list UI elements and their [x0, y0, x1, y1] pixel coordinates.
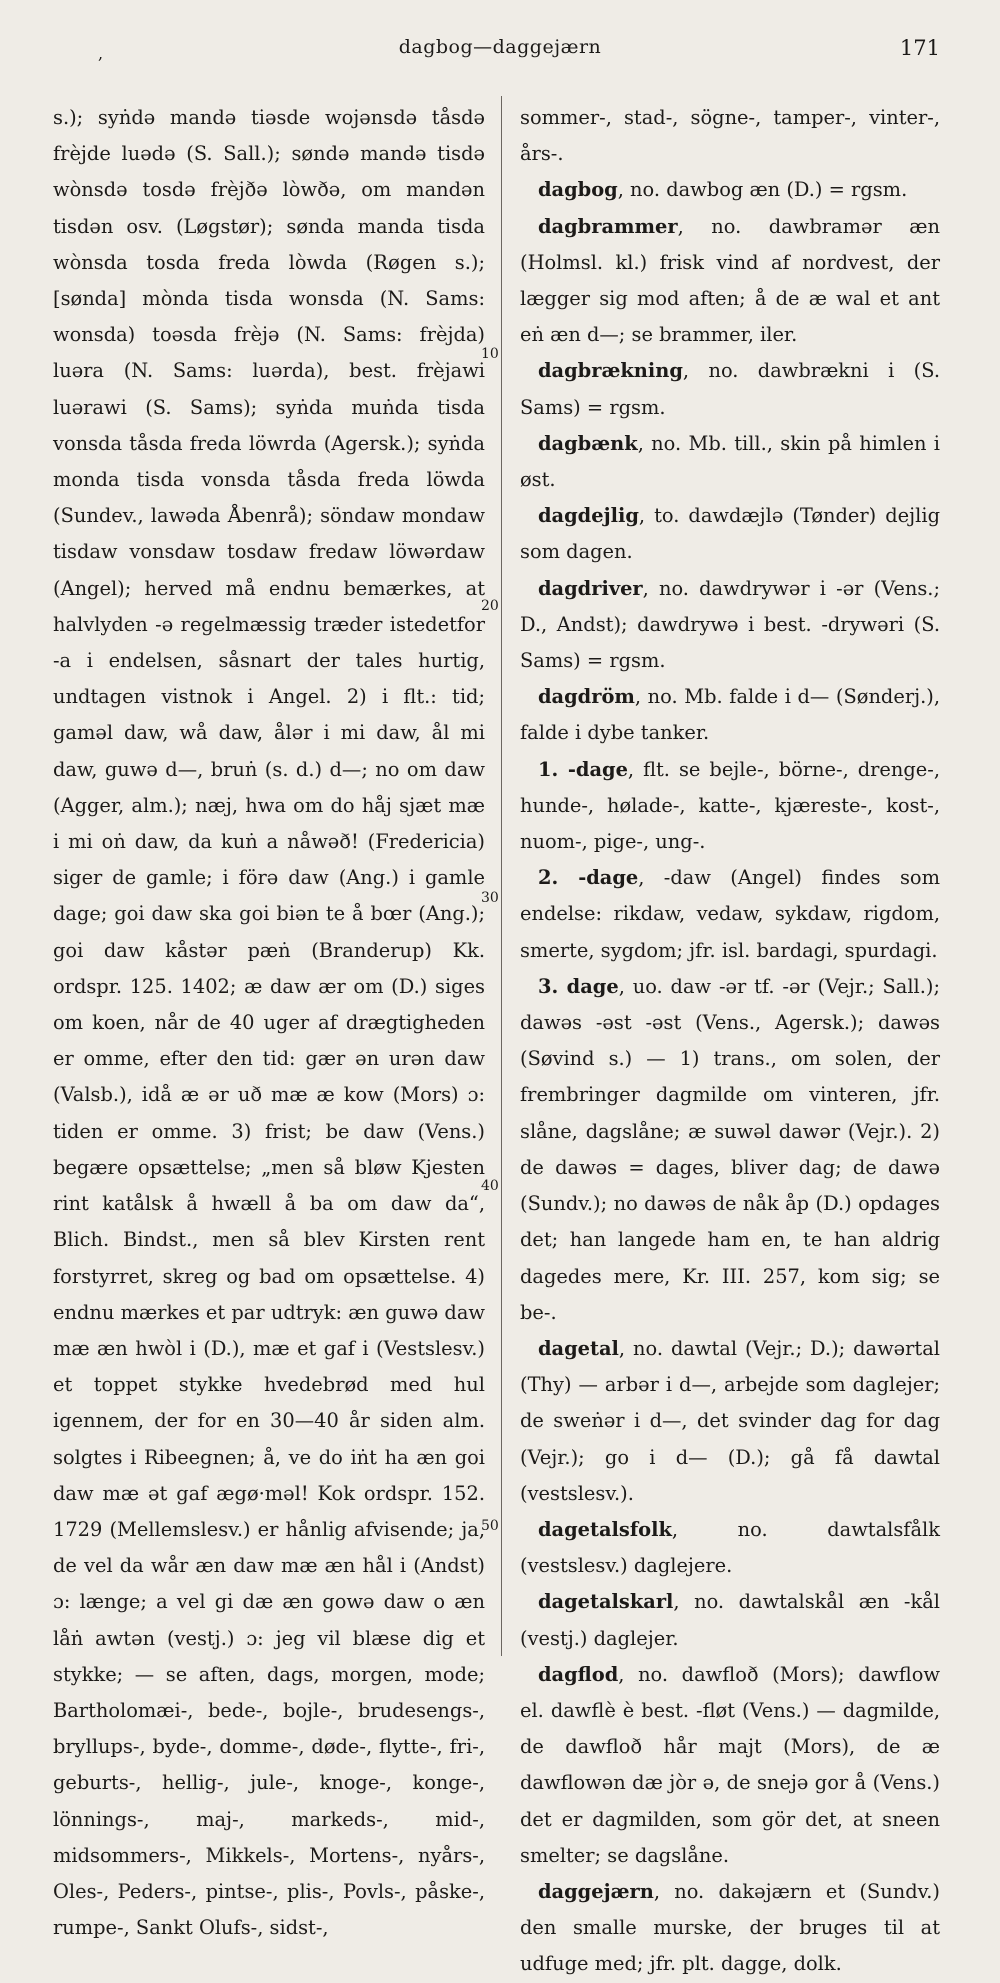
entry-headword: dagetal	[538, 1336, 619, 1360]
page-header	[0, 36, 1000, 76]
entry-body: , no. dawbog æn (D.) = rgsm.	[617, 178, 908, 202]
entry-body: , no. dakəjærn et (Sundv.) den smalle murske, der bruges til at udfuge med; jfr. plt. dagge, dolk.	[520, 1879, 940, 1976]
running-title: dagbog—daggejærn	[398, 36, 602, 58]
entry-body: , no. Mb. till., skin på himlen i øst.	[520, 431, 940, 492]
entry-body: , -daw (Angel) findes som endelse: rikdaw, vedaw, sykdaw, rigdom, smerte, sygdom; jfr. isl. bardagi, spurdagi.	[520, 866, 940, 962]
dictionary-entry	[520, 172, 940, 208]
entry-headword: 1. -dage	[538, 757, 628, 781]
entry-body: , no. dawdrywər i -ər (Vens.; D., Andst); dawdrywə i best. -drywəri (S. Sams) = rgsm.	[520, 576, 940, 673]
dictionary-entry	[520, 426, 940, 498]
entry-headword: 2. -dage	[538, 866, 639, 890]
dictionary-entry	[520, 679, 940, 751]
entry-headword: dagdriver	[538, 576, 643, 600]
entry-headword: dagbrækning	[538, 359, 683, 383]
entry-headword: dagbrammer	[538, 214, 678, 238]
line-number-40: 40	[481, 1178, 499, 1194]
dictionary-entry	[520, 1874, 940, 1983]
line-number-50: 50	[481, 1518, 499, 1534]
dictionary-entry	[520, 100, 940, 172]
dictionary-entry	[520, 860, 940, 969]
entry-body: , no. dawtalskål æn -kål (vestj.) daglejer.	[520, 1590, 940, 1650]
entry-body: , no. dawtalsfålk (vestslesv.) daglejere.	[520, 1517, 940, 1578]
right-column	[520, 100, 940, 1983]
entry-body: , no. dawbrækni i (S. Sams) = rgsm.	[520, 359, 940, 419]
entry-headword: daggejærn	[538, 1879, 654, 1903]
entry-body: , no. dawtal (Vejr.; D.); dawərtal (Thy) — arbər i d—, arbejde som daglejer; de sweṅər i d—, det svinder dag for dag (Vejr.); go i d— (D.); gå få dawtal (vestslesv.).	[520, 1336, 940, 1505]
dictionary-entry	[520, 1584, 940, 1656]
dictionary-entry	[520, 752, 940, 861]
dictionary-entry	[520, 209, 940, 354]
entry-headword: dagflod	[538, 1662, 619, 1686]
dictionary-entry	[520, 498, 940, 570]
left-column-text: s.); syṅdə mandə tiəsde wojənsdə tåsdə frèjde luədə (S. Sall.); søndə mandə tisdə wònsdə tosdə frèjðə lòwðə, om mandən tisdən osv. (Løgstør); sønda manda tisda wònsda tosda freda lòwda (Røgen s.); [sønda] mònda tisda wonsda (N. Sams: wonsda) toəsda frèjə (N. Sams: frèjda) luəra (N. Sams: luərda), best. frèjawi luərawi (S. Sams); syṅda muṅda tisda vonsda tåsda freda löwrda (Agersk.); syṅda monda tisda vonsda tåsda freda löwda (Sundev., lawəda Åbenrå); söndaw mondaw tisdaw vonsdaw tosdaw fredaw löwərdaw (Angel); herved må endnu bemærkes, at halvlyden -ə regelmæssig træder istedetfor -a i endelsen, såsnart der tales hurtig, undtagen vistnok i Angel. 2) i flt.: tid; gaməl daw, wå daw, ålər i mi daw, ål mi daw, guwə d—, bruṅ (s. d.) d—; no om daw (Agger, alm.); næj, hwa om do håj sjæt mæ i mi oṅ daw, da kuṅ a nåwəð! (Fredericia) siger de gamle; i förə daw (Ang.) i gamle dage; goi daw ska goi biən te å bœr (Ang.); goi daw kåstər pæṅ (Branderup) Kk. ordspr. 125. 1402; æ daw ær om (D.) siges om koen, når de 40 uger af drægtigheden er omme, efter den tid: gær ən urən daw (Valsb.), idå æ ər uð mæ æ kow (Mors) ɔ: tiden er omme. 3) frist; be daw (Vens.) begære opsættelse; „men så bløw Kjesten rint katålsk å hwæll å ba om daw da“, Blich. Bindst., men så blev Kirsten rent forstyrret, skreg og bad om opsættelse. 4) endnu mærkes et par udtryk: æn guwə daw mæ æn hwòl i (D.), mæ et gaf i (Vestslesv.) et toppet stykke hvedebrød med hul igennem, der for en 30—40 år siden alm. solgtes i Ribeegnen; å, ve do iṅt ha æn goi daw mæ ət gaf ægø·məl! Kok ordspr. 152. 1729 (Mellemslesv.) er hånlig afvisende; ja, de vel da wår æn daw mæ æn hål i (Andst) ɔ: længe; a vel gi dæ æn gowə daw o æn låṅ awtən (vestj.) ɔ: jeg vil blæse dig et stykke; — se aften, dags, morgen, mode; Bartholomæi-, bede-, bojle-, brudesengs-, bryllups-, byde-, domme-, døde-, flytte-, fri-, geburts-, hellig-, jule-, knoge-, konge-, lönnings-, maj-, markeds-, mid-, midsommers-, Mikkels-, Mortens-, nyårs-, Oles-, Peders-, pintse-, plis-, Povls-, påske-, rumpe-, Sankt Olufs-, sidst-,	[53, 106, 485, 1940]
column-divider	[501, 96, 502, 1656]
entry-headword: dagetalsfolk	[538, 1517, 672, 1541]
line-number-30: 30	[481, 890, 499, 906]
left-column	[53, 100, 485, 1946]
entry-headword: dagetalskarl	[538, 1590, 674, 1614]
dictionary-entry	[520, 1512, 940, 1584]
entry-headword: dagbænk	[538, 431, 638, 455]
entry-headword: dagdejlig	[538, 504, 639, 528]
entry-body: , no. Mb. falde i d— (Sønderj.), falde i dybe tanker.	[520, 685, 940, 745]
entry-body: , no. dawfloð (Mors); dawflow el. dawflè è best. -fløt (Vens.) — dagmilde, de dawfloð hår majt (Mors), de æ dawflowən dæ jòr ə, de snejə gor å (Vens.) det er dagmilden, som gör det, at sneen smelter; se dagslåne.	[520, 1662, 940, 1867]
line-number-10: 10	[481, 346, 499, 362]
entry-headword: 3. dage	[538, 974, 619, 998]
entry-body: , to. dawdæjlə (Tønder) dejlig som dagen.	[520, 504, 940, 564]
dictionary-entry	[520, 571, 940, 680]
dictionary-entry	[520, 1331, 940, 1512]
entry-body: , no. dawbramər æn (Holmsl. kl.) frisk vind af nordvest, der lægger sig mod aften; å de æ wal et ant eṅ æn d—; se brammer, iler.	[520, 214, 940, 347]
entry-body: , uo. daw -ər tf. -ər (Vejr.; Sall.); dawəs -əst -əst (Vens., Agersk.); dawəs (Søvind s.) — 1) trans., om solen, der frembringer dagmilde om vinteren, jfr. slåne, dagslåne; æ suwəl dawər (Vejr.). 2) de dawəs = dages, bliver dag; de dawə (Sundv.); no dawəs de nåk åp (D.) opdages det; han langede ham en, te han aldrig dagedes mere, Kr. III. 257, kom sig; se be-.	[520, 974, 940, 1324]
dictionary-entry	[520, 353, 940, 425]
dictionary-entry	[520, 969, 940, 1331]
entry-headword: dagdröm	[538, 685, 635, 709]
entry-body: , flt. se bejle-, börne-, drenge-, hunde-, hølade-, katte-, kjæreste-, kost-, nuom-, pige-, ung-.	[520, 757, 940, 854]
page-number: 171	[899, 36, 940, 60]
entry-body: sommer-, stad-, sögne-, tamper-, vinter-, års-.	[520, 106, 940, 166]
dictionary-entry	[520, 1657, 940, 1874]
line-number-20: 20	[481, 598, 499, 614]
stray-mark: ,	[98, 44, 104, 63]
entry-headword: dagbog	[538, 178, 618, 202]
